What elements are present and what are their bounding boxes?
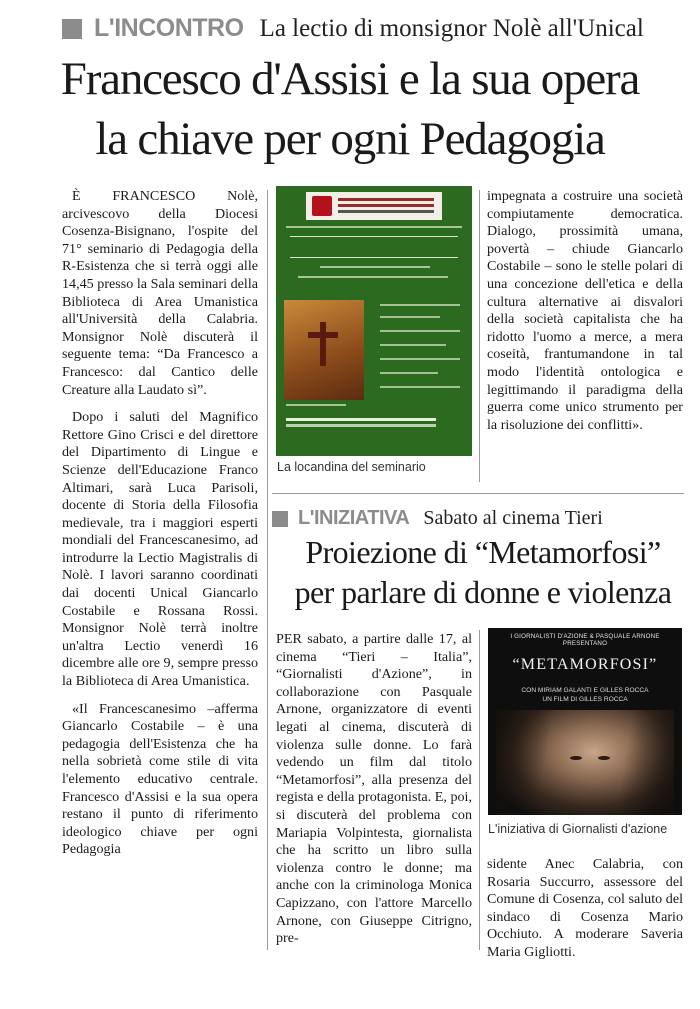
cross-icon: [284, 300, 364, 400]
kicker-article-2: [272, 507, 603, 530]
poster-cast: [488, 686, 682, 704]
section-divider: [272, 493, 684, 494]
headline-line-1: Proiezione di “Metamorfosi”: [305, 534, 661, 570]
section-label: L'INCONTRO: [94, 14, 244, 42]
article-1-column-3: [487, 188, 683, 434]
headline-line-2: la chiave per ogni Pedagogia: [95, 113, 605, 165]
headline-line-1: Francesco d'Assisi e la sua opera: [60, 53, 640, 105]
seminar-poster-image: [276, 186, 472, 456]
column-divider: [479, 630, 480, 950]
article-1-column-1: [62, 188, 258, 859]
poster-cast-line: CON MIRIAM GALANTI E GILLES ROCCA: [521, 687, 649, 694]
university-logo-icon: [306, 192, 442, 220]
kicker-text: Sabato al cinema Tieri: [423, 507, 603, 529]
paragraph: Dopo i saluti del Magnifico Rettore Gino Crisci e del direttore del Dipartimento di Lingue e Scienze dell'Educazione Franco Altimari, sarà Luca Parisoli, docente di Storia della Filosofia medievale, tra i maggiori esperti mondiali del Francescanesimo, ad introdurre la Lectio Magistralis di Nolè. I lavori saranno coordinati dai docenti Unical Giancarlo Costabile e Rossana Rossi. Monsignor Nolè terrà inoltre un'altra Lectio venerdì 16 dicembre alle ore 9, sempre presso la Biblioteca di Area Umanistica.: [62, 409, 258, 690]
movie-poster-image: [488, 628, 682, 815]
paragraph: È FRANCESCO Nolè, arcivescovo della Diocesi Cosenza-Bisignano, l'ospite del 71° seminario di Pedagogia della R-Esistenza che si terrà oggi alle 14,45 presso la Sala seminari della Biblioteca di Area Umanistica all'Università della Calabria. Monsignor Nolè discuterà il seguente tema: “Da Francesco a Francesco: dal Cantico delle Creature alla Laudato sì”.: [62, 188, 258, 398]
headline-line-2: per parlare di donne e violenza: [294, 574, 672, 610]
movie-caption: L'iniziativa di Giornalisti d'azione: [488, 822, 668, 836]
paragraph: «Il Francescanesimo –afferma Giancarlo Costabile – è una pedagogia dell'Esistenza che ha nella sobrietà come stile di vita l'elemento educativo centrale. Francesco d'Assisi e la sua opera restano il punto di riferimento ideologico chiave per ogni Pedagogia: [62, 700, 258, 858]
column-divider: [479, 190, 480, 482]
section-square-icon: [62, 19, 82, 39]
poster-caption: La locandina del seminario: [277, 460, 426, 474]
poster-presenters: I GIORNALISTI D'AZIONE & PASQUALE ARNONE PRESENTANO: [510, 633, 660, 647]
section-label: L'INIZIATIVA: [298, 507, 410, 529]
kicker-text: La lectio di monsignor Nolè all'Unical: [259, 14, 644, 42]
article-2-column-2: [487, 856, 683, 962]
article-2-column-1: [276, 631, 472, 948]
paragraph: PER sabato, a partire dalle 17, al cinema “Tieri – Italia”, “Giornalisti d'Azione”, in collaborazione con Pasquale Arnone, organizzatore di eventi legati al cinema, discuterà di violenza sulle donne. Lo farà vedendo un film dal titolo “Metamorfosi”, alla presenza del regista e della protagonista. E, poi, si discuterà del problema con Mariapia Volpintesta, giornalista che ha scritto un libro sulla violenza contro le donne; ma anche con la criminologa Monica Capizzano, con l'attore Marcello Arnone, con Giuseppe Citrigno, pre-: [276, 631, 472, 947]
poster-title: “METAMORFOSI”: [512, 656, 658, 673]
paragraph: impegnata a costruire una società compiutamente democratica. Dialogo, prossimità umana, povertà – chiude Giancarlo Costabile – sono le stelle polari di una concezione dell'etica e della cultura alternative ai disvalori della società capitalista che ha ridotto l'uomo a merce, a mera coseità, frantumandone in tal modo l'identità ontologica e legittimando il paradigma della guerra come unico strumento per la risoluzione dei conflitti».: [487, 188, 683, 433]
paragraph: sidente Anec Calabria, con Rosaria Succurro, assessore del Comune di Cosenza, col saluto del sindaco di Cosenza Mario Occhiuto. A moderare Saveria Maria Gigliotti.: [487, 856, 683, 960]
poster-cast-line: UN FILM DI GILLES ROCCA: [542, 696, 628, 703]
kicker-article-1: [62, 14, 644, 43]
section-square-icon: [272, 511, 288, 527]
